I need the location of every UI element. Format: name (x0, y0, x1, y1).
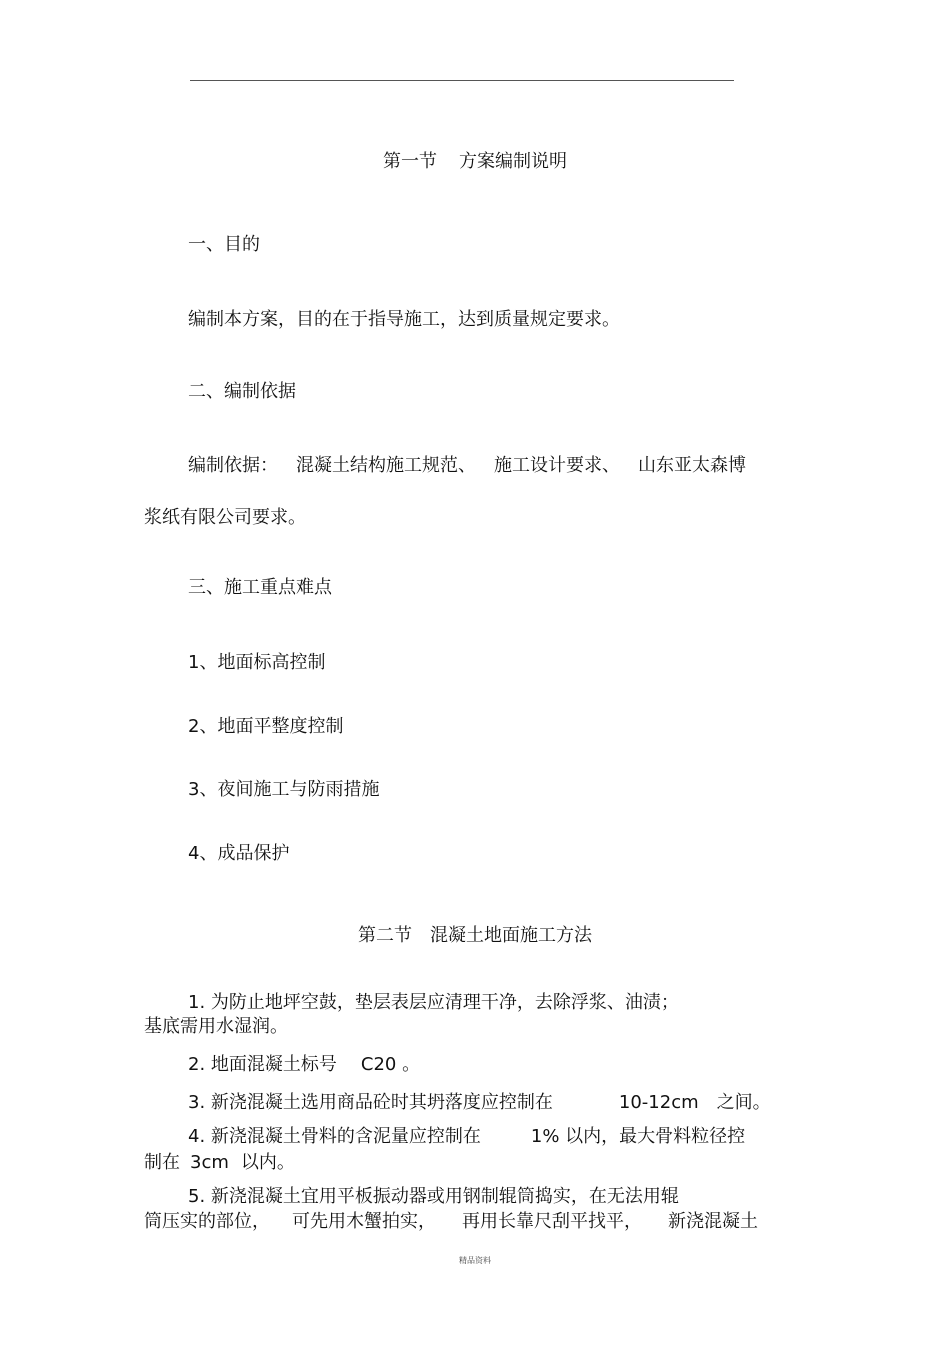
method-3 (188, 1091, 771, 1115)
method-5-l2-c: 再用长靠尺刮平找平， (462, 1211, 642, 1232)
method-4-line2 (144, 1151, 295, 1175)
difficulty-item: 1、地面标高控制 (188, 652, 326, 673)
page-footer: 精品资料 (459, 1256, 491, 1265)
basis-item1: 混凝土结构施工规范、 (296, 455, 476, 476)
method-4-l2-c: 以内。 (240, 1152, 295, 1173)
section2-number: 第二节 (358, 925, 412, 946)
method-5-line1: 5. 新浇混凝土宜用平板振动器或用钢制辊筒捣实，在无法用辊 (188, 1186, 679, 1207)
basis-item3: 山东亚太森博 (638, 455, 746, 476)
method-2-text: 2. 地面混凝土标号 (188, 1054, 337, 1075)
difficulties-heading: 三、施工重点难点 (188, 577, 332, 598)
method-4-l2-a: 制在 (144, 1152, 180, 1173)
difficulty-item: 4、成品保护 (188, 843, 290, 864)
method-3-slump: 10-12cm (618, 1092, 699, 1113)
method-5-l2-a: 筒压实的部位， (144, 1211, 270, 1232)
header-rule (190, 80, 734, 81)
method-1-line1: 1. 为防止地坪空鼓，垫层表层应清理干净，去除浮浆、油渍； (188, 992, 679, 1013)
method-5-l2-d: 新浇混凝土 (668, 1211, 758, 1232)
method-2 (188, 1053, 420, 1077)
section1-title (0, 150, 950, 174)
method-5-line2 (144, 1210, 758, 1234)
method-4-line1 (188, 1125, 745, 1149)
method-4-l2-b: 3cm (190, 1152, 229, 1173)
difficulty-item: 3、夜间施工与防雨措施 (188, 779, 380, 800)
method-2-grade: C20 。 (360, 1054, 421, 1075)
section1-number: 第一节 (383, 151, 437, 172)
method-3-tail: 之间。 (716, 1092, 771, 1113)
section1-name: 方案编制说明 (459, 151, 567, 172)
section2-title (0, 924, 950, 948)
purpose-text: 编制本方案，目的在于指导施工，达到质量规定要求。 (188, 309, 620, 330)
basis-line1 (188, 454, 746, 478)
purpose-heading: 一、目的 (188, 234, 260, 255)
method-5-l2-b: 可先用木蟹拍实， (292, 1211, 436, 1232)
method-3-text: 3. 新浇混凝土选用商品砼时其坍落度应控制在 (188, 1092, 553, 1113)
basis-label: 编制依据： (188, 455, 278, 476)
basis-heading: 二、编制依据 (188, 381, 296, 402)
difficulty-item: 2、地面平整度控制 (188, 716, 344, 737)
basis-item2: 施工设计要求、 (494, 455, 620, 476)
basis-line2: 浆纸有限公司要求。 (144, 507, 306, 528)
section2-name: 混凝土地面施工方法 (430, 925, 592, 946)
method-4-text: 4. 新浇混凝土骨料的含泥量应控制在 (188, 1126, 481, 1147)
method-1-line2: 基底需用水湿润。 (144, 1016, 288, 1037)
method-4-limit: 1% 以内，最大骨料粒径控 (530, 1126, 746, 1147)
